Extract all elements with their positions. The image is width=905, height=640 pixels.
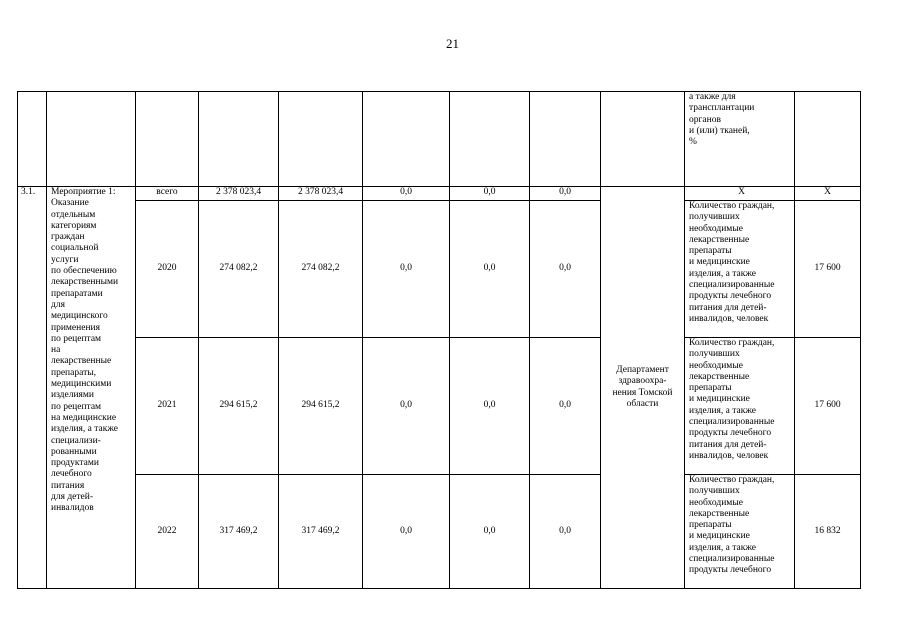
page-number: 21	[446, 36, 459, 51]
cont-year-cell	[136, 92, 199, 187]
cont-title-cell	[47, 92, 136, 187]
total-indicator: Х	[685, 187, 795, 201]
indicator-cell: Количество граждан, получивших необходимые лекарственные препараты и медицинские изделия, а также специализированные продукты лечебного питания для детей- инвалидов, человек	[685, 338, 795, 475]
page-bottom-margin	[0, 593, 905, 640]
value-v2: 317 469,2	[279, 475, 363, 589]
cont-v4-cell	[450, 92, 530, 187]
year-row-2021	[18, 338, 861, 475]
value-v3: 0,0	[363, 475, 450, 589]
value-v3: 0,0	[363, 201, 450, 338]
year-row-2020	[18, 201, 861, 338]
target-cell: 16 832	[795, 475, 861, 589]
total-v5: 0,0	[530, 187, 601, 201]
indicator-cell: Количество граждан, получивших необходимые лекарственные препараты и медицинские изделия, а также специализированные продукты лечебного питания для детей- инвалидов, человек	[685, 201, 795, 338]
value-v2: 274 082,2	[279, 201, 363, 338]
value-v4: 0,0	[450, 475, 530, 589]
total-target: Х	[795, 187, 861, 201]
value-v1: 294 615,2	[199, 338, 279, 475]
total-v1: 2 378 023,4	[199, 187, 279, 201]
value-v1: 317 469,2	[199, 475, 279, 589]
value-v1: 274 082,2	[199, 201, 279, 338]
measure-title: Мероприятие 1: Оказание отдельным категориям граждан социальной услуги по обеспечению лекарственными препаратами для медицинского применения по рецептам на лекарственные препараты, медицинскими изделиями по рецептам на медицинские изделия, а также специализи- рованными продуктами лечебного питания для детей- инвалидов	[47, 187, 136, 589]
cont-v3-cell	[363, 92, 450, 187]
total-v2: 2 378 023,4	[279, 187, 363, 201]
cont-v5-cell	[530, 92, 601, 187]
continuation-row	[18, 92, 861, 187]
cont-num-cell	[18, 92, 47, 187]
value-v3: 0,0	[363, 338, 450, 475]
total-label: всего	[136, 187, 199, 201]
total-v4: 0,0	[450, 187, 530, 201]
value-v2: 294 615,2	[279, 338, 363, 475]
value-v4: 0,0	[450, 338, 530, 475]
program-table	[17, 91, 861, 589]
value-v5: 0,0	[530, 338, 601, 475]
cont-v1-cell	[199, 92, 279, 187]
row-number: 3.1.	[18, 187, 47, 589]
total-row	[18, 187, 861, 201]
value-v4: 0,0	[450, 201, 530, 338]
cont-dept-cell	[601, 92, 685, 187]
cont-v2-cell	[279, 92, 363, 187]
year-cell: 2020	[136, 201, 199, 338]
value-v5: 0,0	[530, 201, 601, 338]
target-cell: 17 600	[795, 338, 861, 475]
year-row-2022	[18, 475, 861, 589]
year-cell: 2021	[136, 338, 199, 475]
indicator-cell: Количество граждан, получивших необходимые лекарственные препараты и медицинские изделия, а также специализированные продукты лечебного	[685, 475, 795, 589]
year-cell: 2022	[136, 475, 199, 589]
value-v5: 0,0	[530, 475, 601, 589]
cont-target-cell	[795, 92, 861, 187]
department-cell: Департамент здравоохра- нения Томской области	[601, 187, 685, 589]
cont-indicator-cell: а также для трансплантации органов и (или) тканей, %	[685, 92, 795, 187]
total-v3: 0,0	[363, 187, 450, 201]
target-cell: 17 600	[795, 201, 861, 338]
